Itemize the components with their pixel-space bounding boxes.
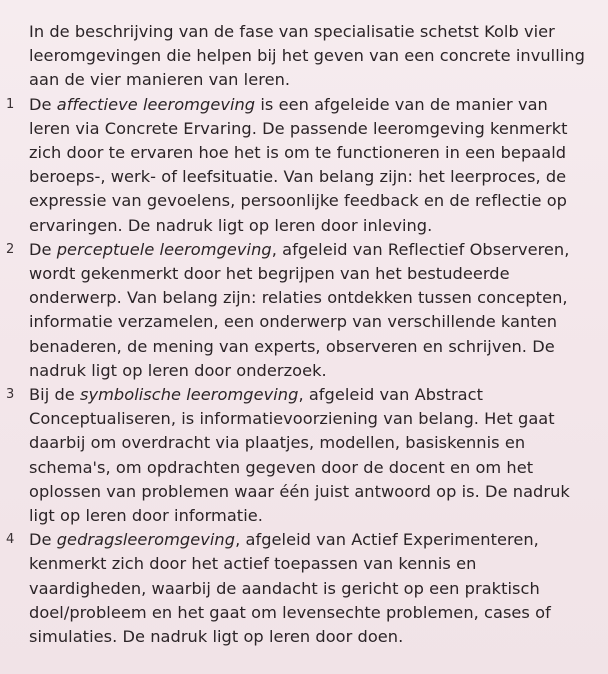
item-body: , afgeleid van Actief Experimenteren, kenmerkt zich door het actief toepassen van kennis en vaardigheden, waarbij de aandacht is gericht op een praktisch doel/probleem en het gaat om levensechte problemen, cases of simulaties. De nadruk ligt op leren door doen. xyxy=(29,530,551,647)
item-number: 2 xyxy=(6,241,15,257)
item-term: symbolische leeromgeving xyxy=(79,385,299,405)
item-text xyxy=(29,238,594,383)
item-body: , afgeleid van Reflectief Observeren, wordt gekenmerkt door het begrijpen van het bestudeerde onderwerp. Van belang zijn: relaties ontdekken tussen concepten, informatie verzamelen, een onderwerp van verschillende kanten benaderen, de mening van experts, observeren en schrijven. De nadruk ligt op leren door onderzoek. xyxy=(29,239,570,380)
item-body: is een afgeleide van de manier van leren via Concrete Ervaring. De passende leeromgeving kenmerkt zich door te ervaren hoe het is om te functioneren in een bepaald beroeps-, werk- of leefsituatie. Van belang zijn: het leerproces, de expressie van gevoelens, persoonlijke feedback en de reflectie op ervaringen. De nadruk ligt op leren door inleving. xyxy=(29,94,568,235)
item-number: 4 xyxy=(6,532,15,548)
item-lead: De xyxy=(29,530,57,550)
list-item xyxy=(0,528,594,649)
item-text xyxy=(29,383,594,528)
item-lead: De xyxy=(29,94,57,114)
item-term: gedragsleeromgeving xyxy=(56,530,236,550)
list-item xyxy=(0,93,594,238)
intro-paragraph: In de beschrijving van de fase van specialisatie schetst Kolb vier leeromgevingen die helpen bij het geven van een concrete invulling aan de vier manieren van leren. xyxy=(29,22,585,90)
item-term: perceptuele leeromgeving xyxy=(56,239,272,259)
item-number: 1 xyxy=(6,96,15,112)
item-lead: De xyxy=(29,239,57,259)
item-text xyxy=(29,93,594,238)
list-item xyxy=(0,383,594,528)
item-lead: Bij de xyxy=(29,385,80,405)
item-number: 3 xyxy=(6,387,15,403)
item-body: , afgeleid van Abstract Conceptualiseren, is informatievoorziening van belang. Het gaat daarbij om overdracht via plaatjes, modellen, basiskennis en schema's, om opdrachten gegeven door de docent en om het oplossen van problemen waar één juist antwoord op is. De nadruk ligt op leren door informatie. xyxy=(29,385,570,526)
list-item xyxy=(0,238,594,383)
item-term: affectieve leeromgeving xyxy=(56,94,256,114)
item-text xyxy=(29,528,594,649)
